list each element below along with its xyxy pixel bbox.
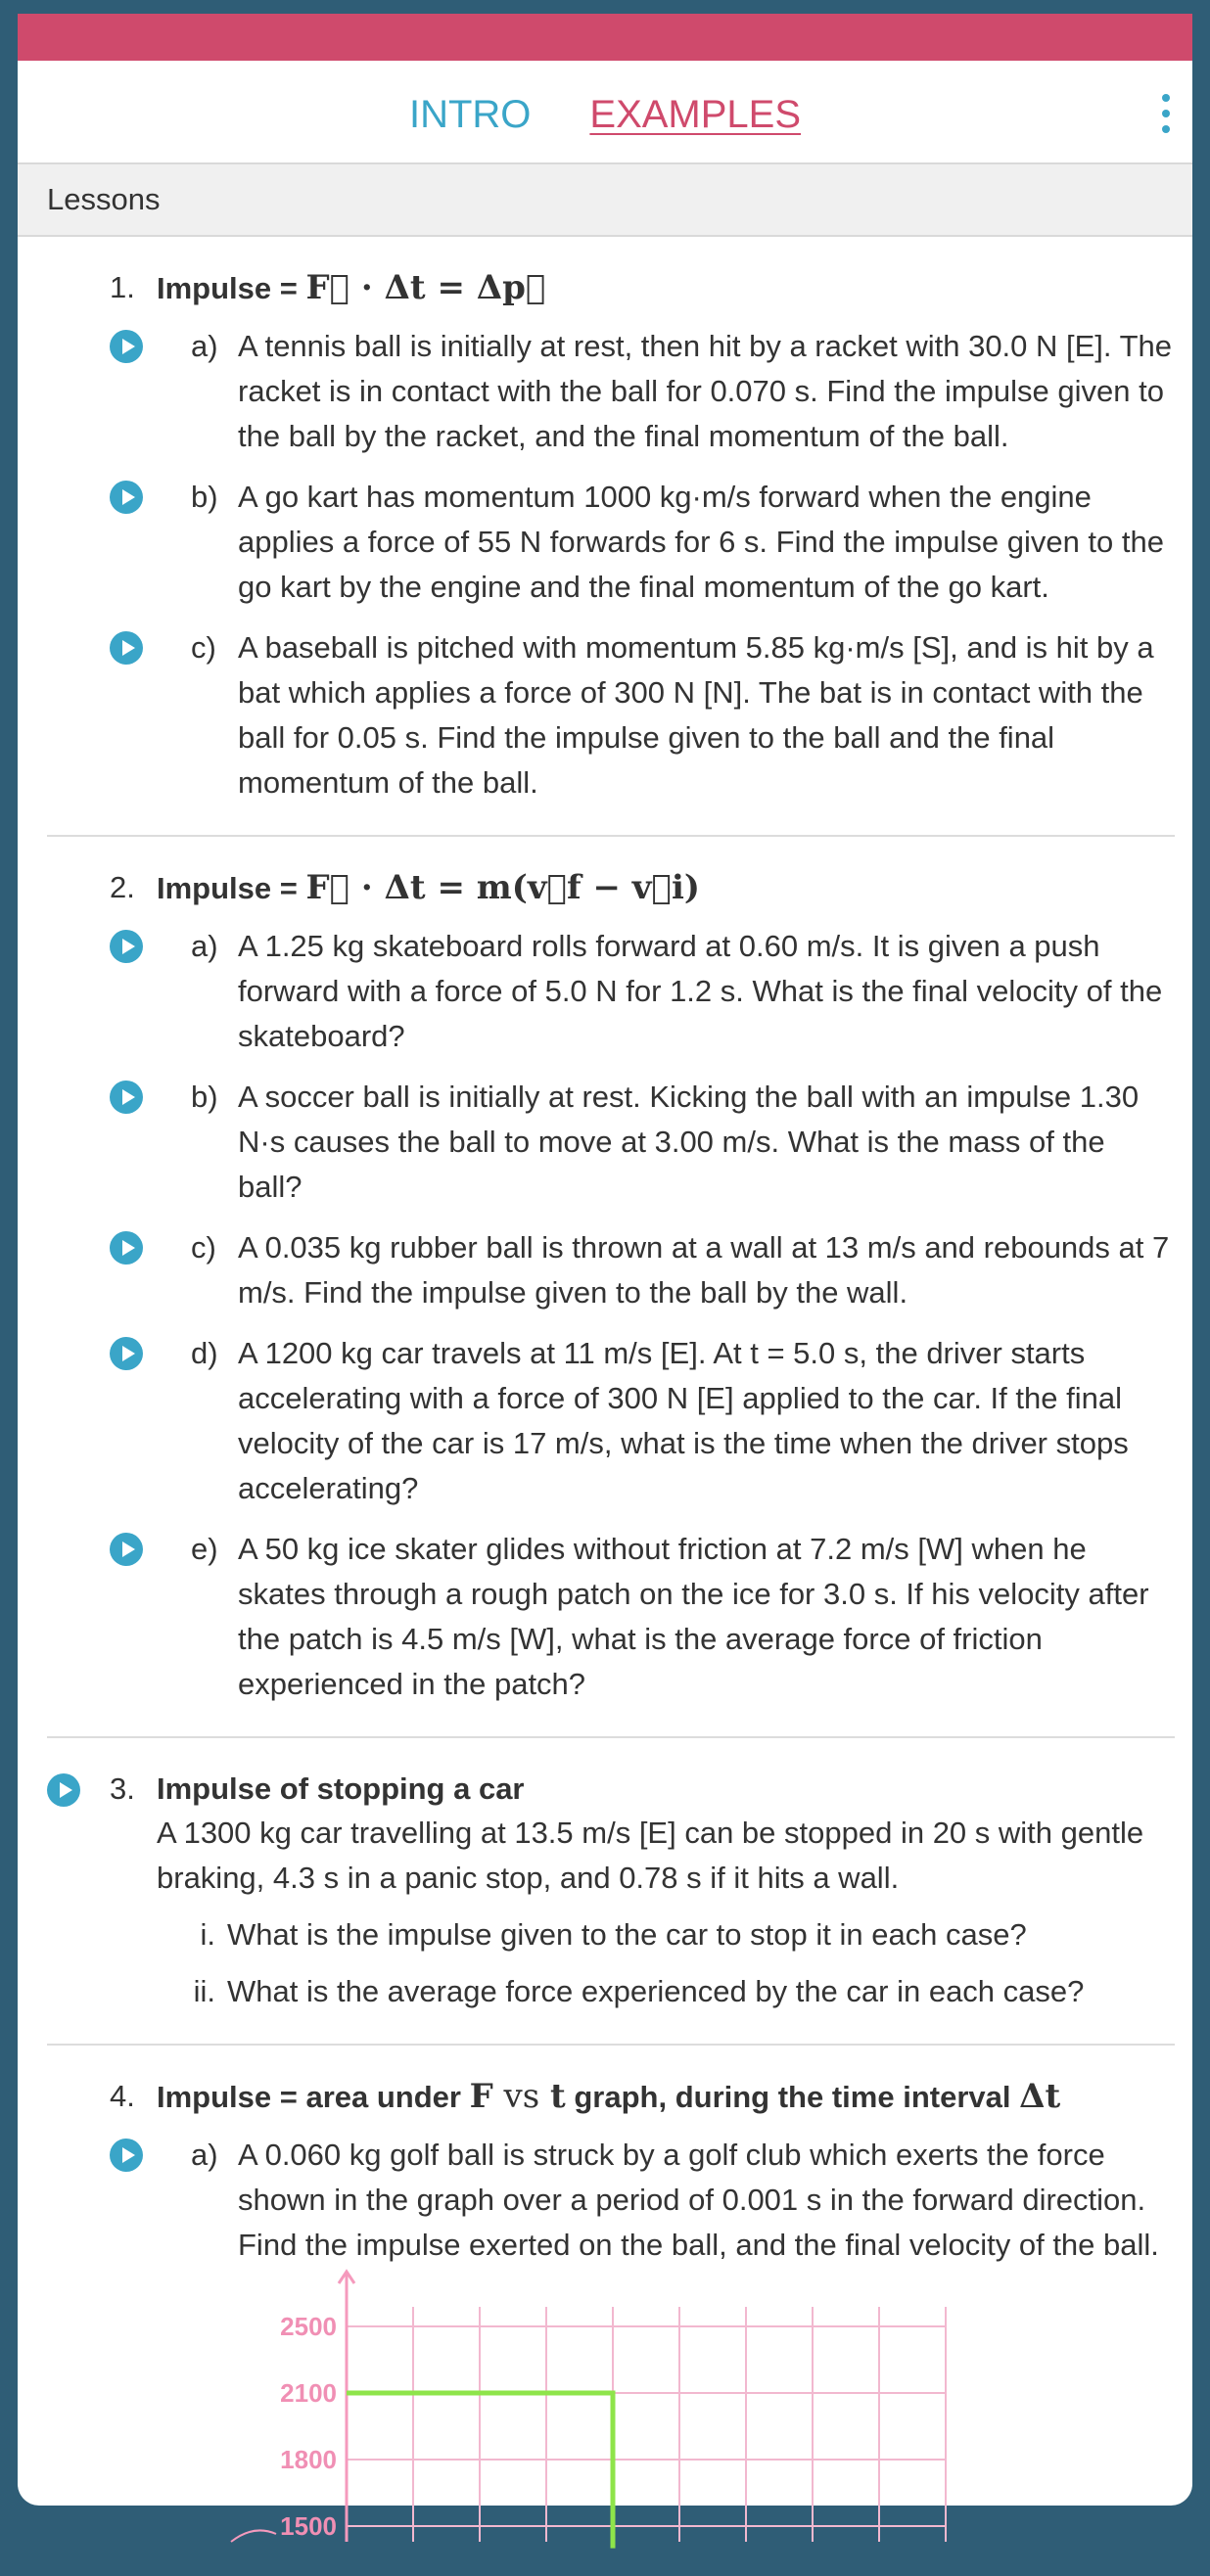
item-letter: b) — [191, 1080, 218, 1114]
item-letter: e) — [191, 1532, 218, 1566]
item-text: A 0.060 kg golf ball is struck by a golf club which exerts the force shown in the graph over a period of 0.001 s in the forward direction. Find the impulse exerted on the ball, and the final velocity of the ball. — [238, 2138, 1159, 2262]
play-icon[interactable] — [110, 930, 143, 963]
section-1 — [47, 237, 1175, 837]
list-item — [47, 1527, 1175, 1707]
play-icon[interactable] — [110, 2139, 143, 2172]
list-item — [47, 924, 1175, 1059]
formula: F⃗ · Δt = Δp⃗ — [305, 268, 546, 307]
list-item — [47, 1075, 1175, 1210]
item-letter: d) — [191, 1336, 218, 1370]
play-icon[interactable] — [110, 330, 143, 363]
title-prefix: Impulse = — [157, 871, 306, 905]
section-title — [47, 2075, 1175, 2119]
item-letter: c) — [191, 630, 216, 665]
item-letter: c) — [191, 1230, 216, 1265]
play-icon[interactable] — [110, 1533, 143, 1566]
list-item — [47, 2133, 1175, 2268]
symbol-delta-t: Δt — [1019, 2077, 1061, 2116]
play-icon[interactable] — [110, 1337, 143, 1370]
symbol-vs: vs — [492, 2077, 551, 2116]
origin-marker — [231, 2530, 276, 2542]
formula: F⃗ · Δt = m(v⃗f − v⃗i) — [305, 868, 700, 907]
section-number: 1. — [110, 270, 135, 304]
lessons-header: Lessons — [18, 164, 1192, 237]
section-title — [47, 866, 1175, 910]
symbol-force: F — [469, 2077, 493, 2116]
section-body: A 1300 kg car travelling at 13.5 m/s [E] can be stopped in 20 s with gentle braking, 4.3 s in a panic stop, and 0.78 s if it hits a wall. — [157, 1816, 1144, 1895]
y-tick-label: 2500 — [280, 2312, 337, 2341]
item-text: A 0.035 kg rubber ball is thrown at a wall at 13 m/s and rebounds at 7 m/s. Find the impulse given to the ball by the wall. — [238, 1230, 1170, 1310]
item-letter: a) — [191, 2138, 218, 2172]
list-item — [47, 625, 1175, 805]
item-letter: a) — [191, 929, 218, 963]
force-time-graph — [251, 2268, 1175, 2547]
title-prefix: Impulse = — [157, 271, 306, 305]
item-text: A baseball is pitched with momentum 5.85 kg·m/s [S], and is hit by a bat which applies a force of 300 N [N]. The bat is in contact with the ball for 0.05 s. Find the impulse given to the ball and the final momentum of the ball. — [238, 630, 1154, 800]
section-2 — [47, 837, 1175, 1738]
section-4 — [47, 2046, 1175, 2576]
item-letter: a) — [191, 329, 218, 363]
section-heading: Impulse of stopping a car — [157, 1771, 525, 1806]
tab-examples[interactable]: EXAMPLES — [589, 92, 802, 136]
item-text: What is the impulse given to the car to stop it in each case? — [227, 1917, 1027, 1952]
section-number: 4. — [110, 2079, 135, 2113]
y-tick-label: 1800 — [280, 2445, 337, 2474]
item-text: A tennis ball is initially at rest, then hit by a racket with 30.0 N [E]. The racket is in contact with the ball for 0.070 s. Find the impulse given to the ball by the racket, and the final momentum of the ball. — [238, 329, 1173, 453]
top-bar — [18, 14, 1192, 61]
item-text: A soccer ball is initially at rest. Kicking the ball with an impulse 1.30 N·s causes the ball to move at 3.00 m/s. What is the mass of the ball? — [238, 1080, 1140, 1204]
play-icon[interactable] — [110, 1231, 143, 1265]
tab-intro[interactable]: INTRO — [408, 92, 532, 136]
list-item — [47, 1969, 1175, 2014]
item-text: What is the average force experienced by the car in each case? — [227, 1974, 1085, 2008]
item-numeral: i. — [200, 1917, 215, 1952]
item-text: A 50 kg ice skater glides without friction at 7.2 m/s [W] when he skates through a rough patch on the ice for 3.0 s. If his velocity after the patch is 4.5 m/s [W], what is the average force of friction experienced in the patch? — [238, 1532, 1149, 1701]
list-item — [47, 475, 1175, 610]
title-part-b: graph, during the time interval — [565, 2080, 1020, 2114]
section-number: 2. — [110, 870, 135, 904]
list-item — [47, 1331, 1175, 1511]
y-tick-label: 1500 — [280, 2511, 337, 2541]
list-item — [47, 1912, 1175, 1957]
tab-bar — [18, 61, 1192, 164]
play-icon[interactable] — [110, 631, 143, 665]
section-title — [47, 1768, 1175, 1811]
section-3 — [47, 1738, 1175, 2046]
title-part-a: Impulse = area under — [157, 2080, 470, 2114]
item-text: A 1200 kg car travels at 11 m/s [E]. At t = 5.0 s, the driver starts accelerating with a force of 300 N [E] applied to the car. If the final velocity of the car is 17 m/s, what is the time when the driver stops accelerating? — [238, 1336, 1129, 1505]
kebab-menu-icon[interactable] — [1161, 94, 1171, 133]
item-numeral: ii. — [193, 1974, 215, 2008]
item-text: A go kart has momentum 1000 kg·m/s forward when the engine applies a force of 55 N forwards for 6 s. Find the impulse given to the go kart by the engine and the final momentum of the go kart. — [238, 480, 1164, 604]
list-item — [47, 324, 1175, 459]
list-item — [47, 1225, 1175, 1315]
item-text: A 1.25 kg skateboard rolls forward at 0.60 m/s. It is given a push forward with a force of 5.0 N for 1.2 s. What is the final velocity of the skateboard? — [238, 929, 1163, 1053]
force-time-chart — [251, 2268, 1034, 2542]
section-number: 3. — [110, 1771, 135, 1806]
lesson-content — [18, 237, 1192, 2576]
y-tick-label: 2100 — [280, 2378, 337, 2408]
symbol-time: t — [550, 2077, 566, 2116]
section-title — [47, 266, 1175, 310]
play-icon[interactable] — [110, 481, 143, 514]
play-icon[interactable] — [110, 1081, 143, 1114]
item-letter: b) — [191, 480, 218, 514]
app-card — [18, 14, 1192, 2541]
